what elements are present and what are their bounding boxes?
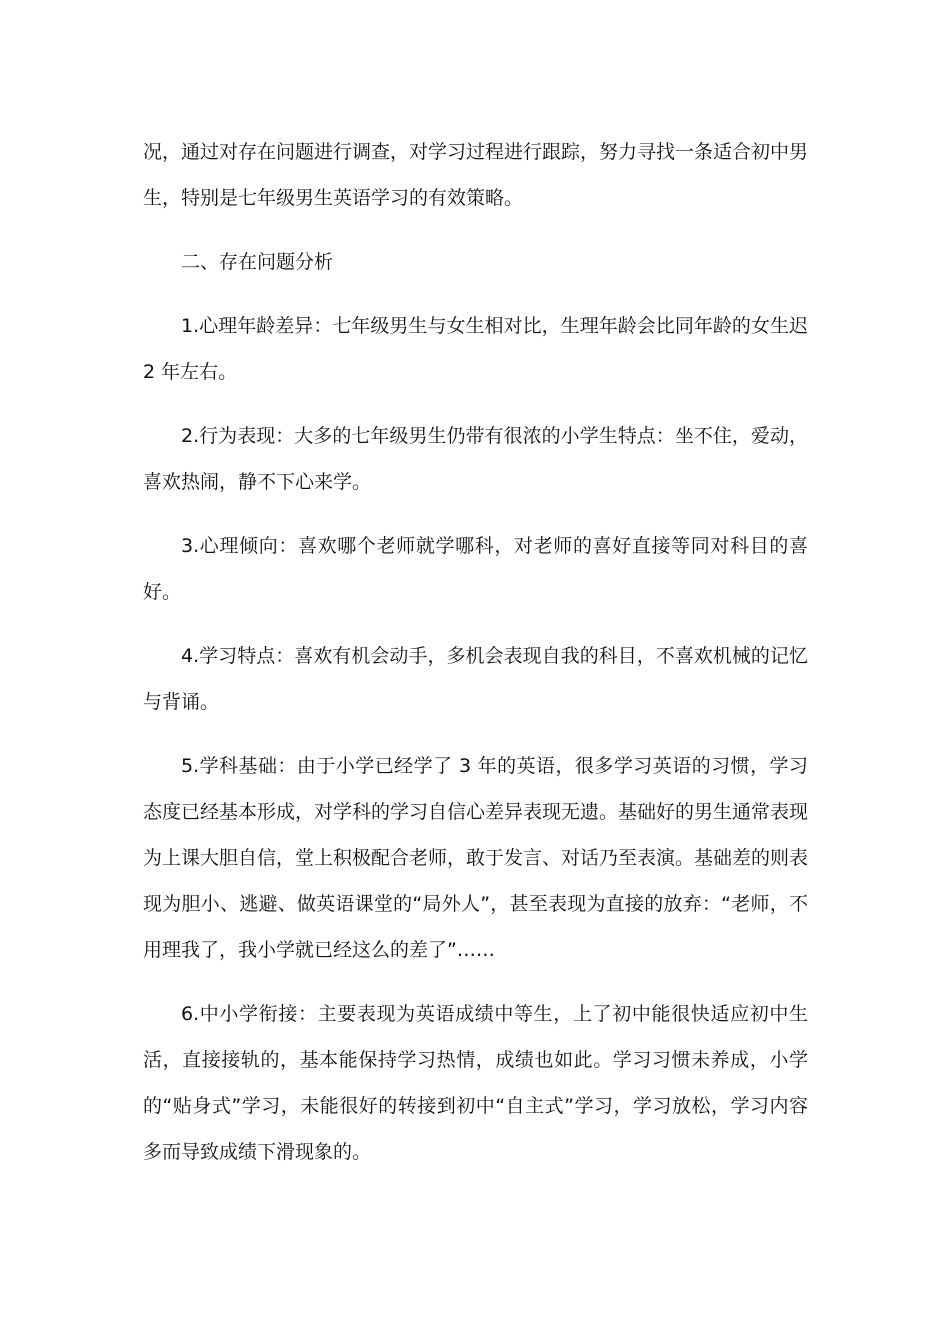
paragraph-item-5: 5.学科基础：由于小学已经学了 3 年的英语，很多学习英语的习惯，学习态度已经基本形成，对学科的学习自信心差异表现无遗。基础好的男生通常表现为上课大胆自信，堂上积极配合老师，敢于发言、对话乃至表演。基础差的则表现为胆小、逃避、做英语课堂的“局外人”，甚至表现为直接的放弃：“老师，不用理我了，我小学就已经这么的差了”…… [143,755,809,961]
paragraph-item-6: 6.中小学衔接：主要表现为英语成绩中等生，上了初中能很快适应初中生活，直接接轨的，基本能保持学习热情，成绩也如此。学习习惯未养成，小学的“贴身式”学习，未能很好的转接到初中“自主式”学习，学习放松，学习内容多而导致成绩下滑现象的。 [143,1003,808,1163]
paragraph-item-1: 1.心理年龄差异：七年级男生与女生相对比，生理年龄会比同年龄的女生迟 2 年左右。 [143,315,808,383]
paragraph-item-2: 2.行为表现：大多的七年级男生仍带有很浓的小学生特点：坐不住，爱动，喜欢热闹，静不下心来学。 [143,425,808,493]
section-heading-problem-analysis: 二、存在问题分析 [181,251,334,273]
paragraph-intro-continuation: 况，通过对存在问题进行调查，对学习过程进行跟踪，努力寻找一条适合初中男生，特别是七年级男生英语学习的有效策略。 [143,141,809,209]
paragraph-item-3: 3.心理倾向：喜欢哪个老师就学哪科，对老师的喜好直接等同对科目的喜好。 [143,535,808,603]
document-body [143,129,808,1193]
paragraph-item-4: 4.学习特点：喜欢有机会动手，多机会表现自我的科目，不喜欢机械的记忆与背诵。 [143,645,808,713]
